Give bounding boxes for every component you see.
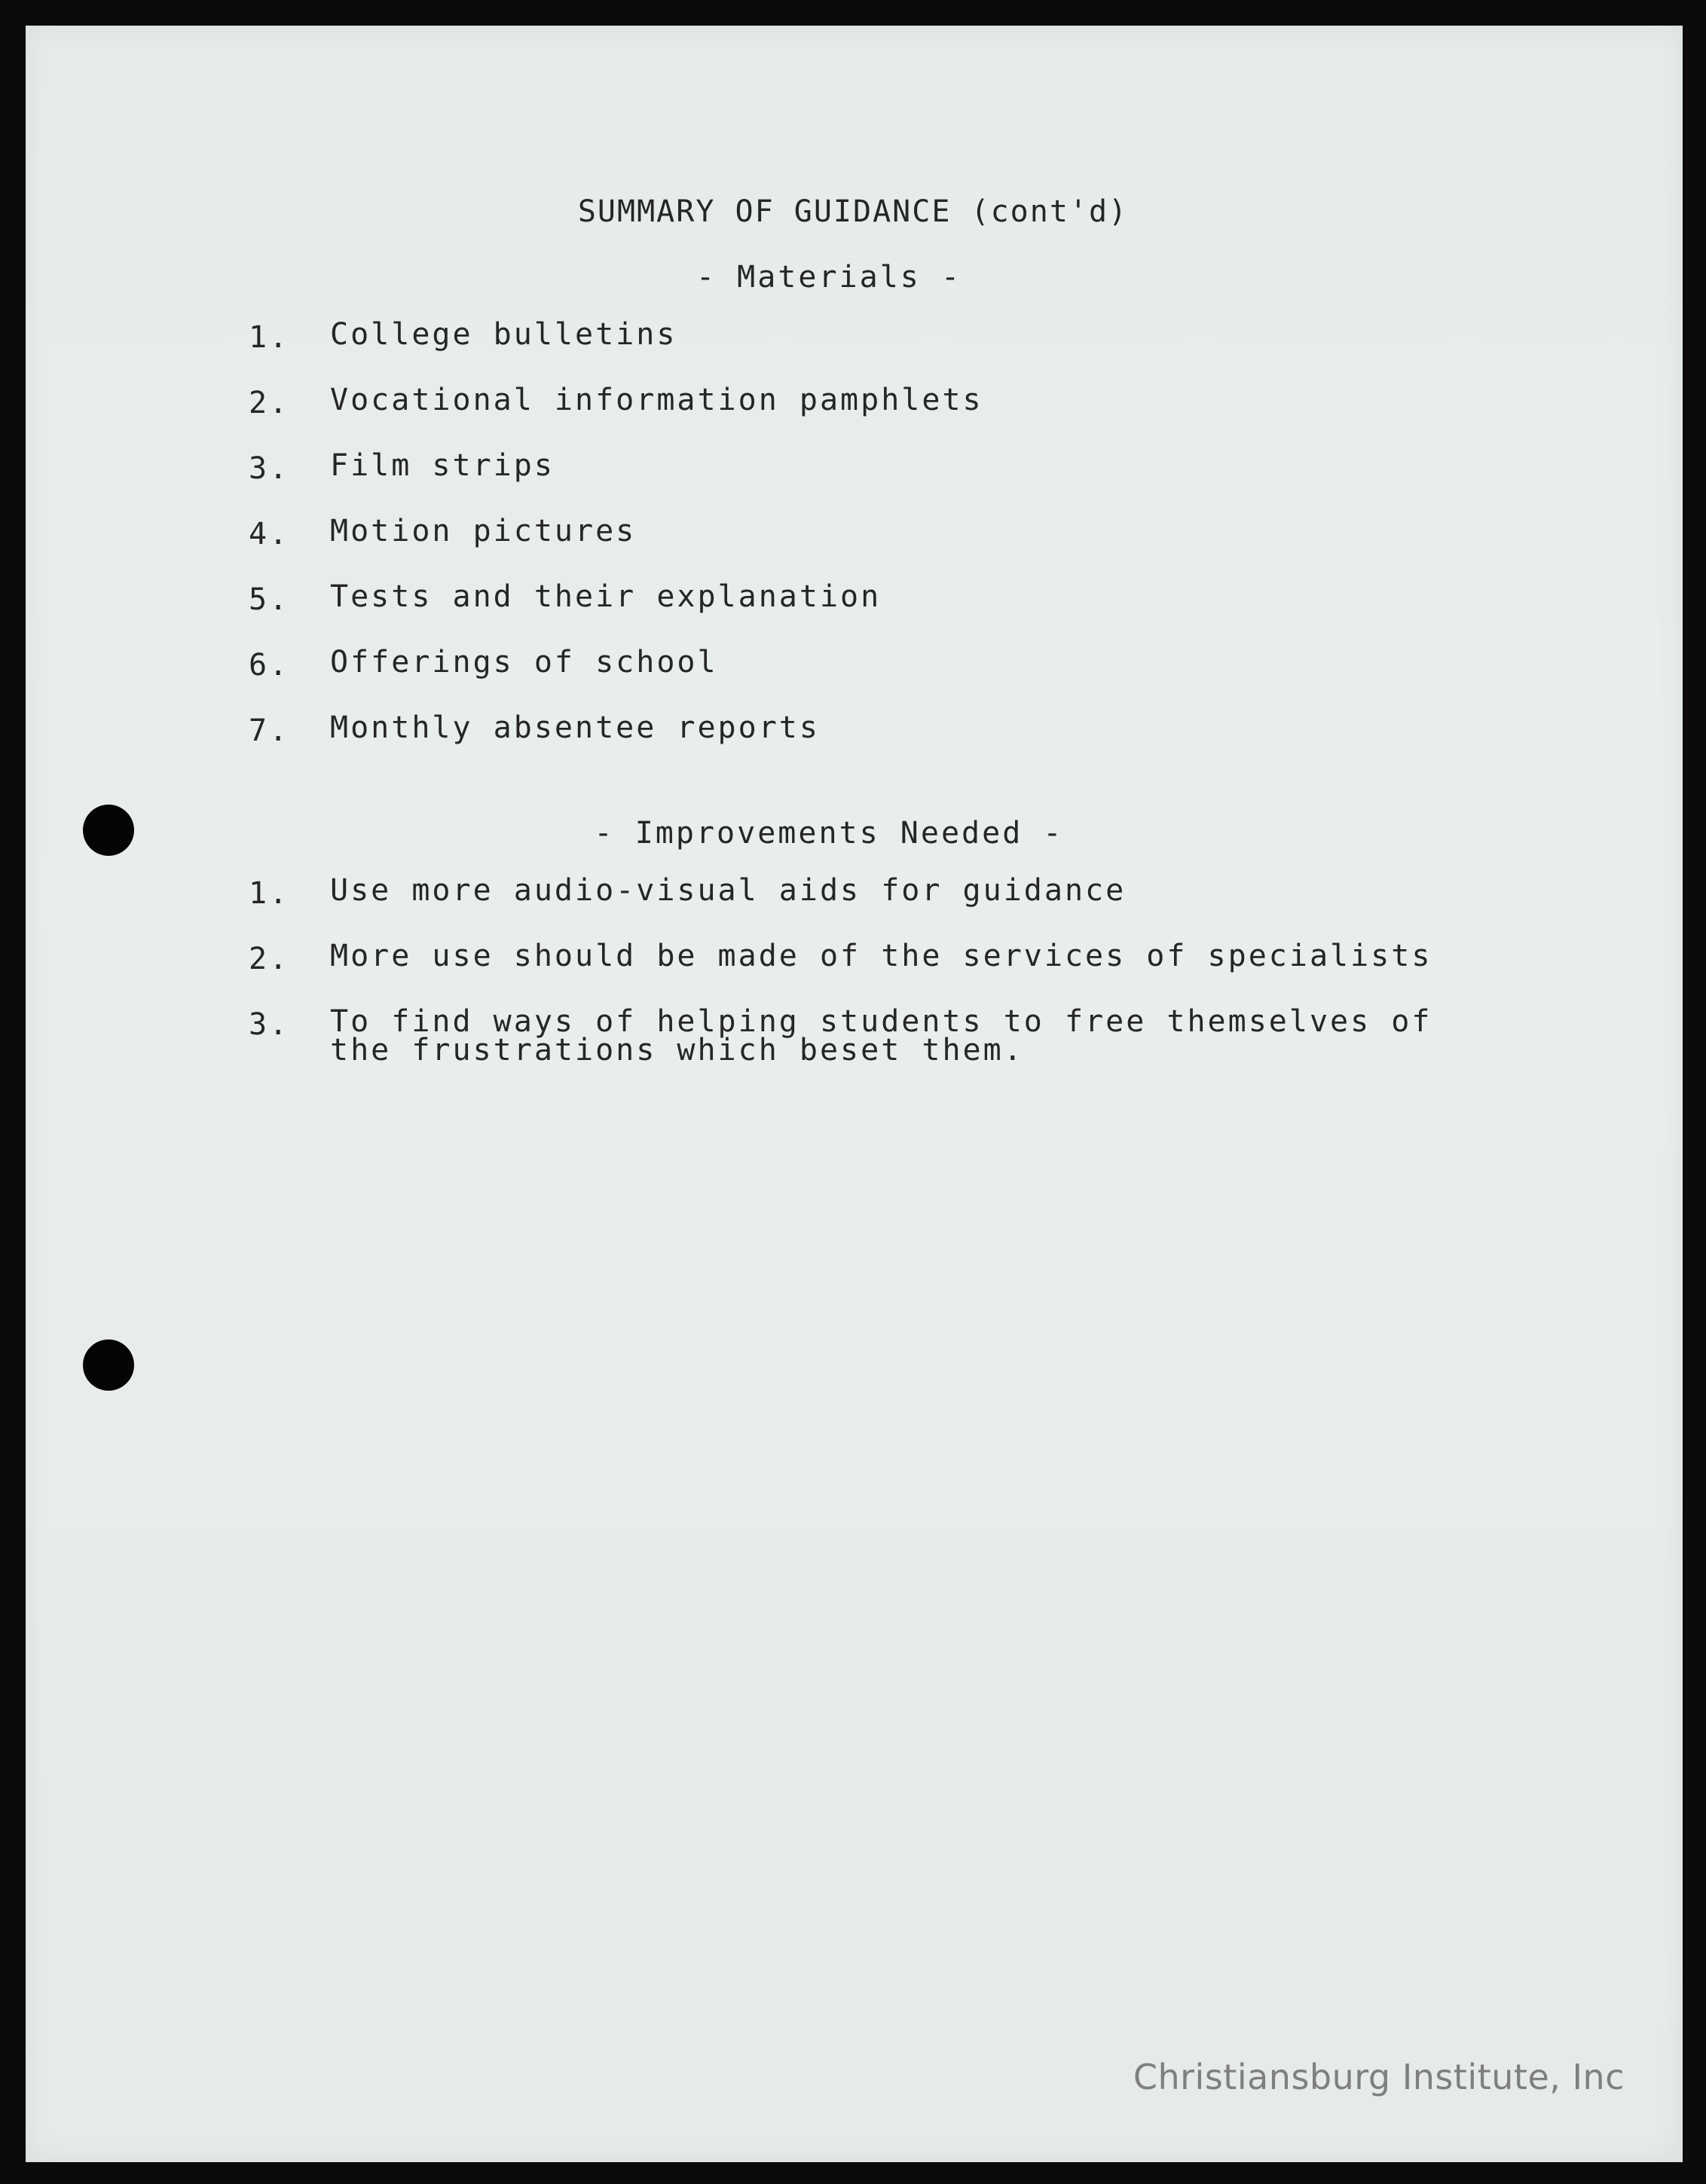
item-number: 6. — [249, 648, 290, 683]
item-text: Offerings of school — [330, 645, 718, 680]
materials-heading: - Materials - — [696, 260, 962, 295]
item-number: 3. — [249, 1007, 290, 1042]
item-text: College bulletins — [330, 317, 677, 352]
item-number: 4. — [249, 517, 290, 551]
item-text: Use more audio-visual aids for guidance — [330, 873, 1127, 908]
item-text: Film strips — [330, 448, 555, 483]
punch-hole-lower — [83, 1339, 134, 1391]
item-text: Motion pictures — [330, 514, 637, 548]
item-text: To find ways of helping students to free themselves of the frustrations which beset them. — [330, 1004, 1432, 1068]
improvements-heading: - Improvements Needed - — [594, 816, 1064, 851]
item-number: 2. — [249, 942, 290, 976]
item-text: Tests and their explanation — [330, 579, 882, 614]
item-number: 1. — [249, 320, 290, 355]
item-text: More use should be made of the services of specialists — [330, 939, 1432, 973]
item-number: 2. — [249, 386, 290, 420]
item-number: 1. — [249, 876, 290, 911]
item-text: Monthly absentee reports — [330, 710, 820, 745]
item-text: Vocational information pamphlets — [330, 383, 983, 417]
watermark-text: Christiansburg Institute, Inc — [1133, 2057, 1625, 2097]
item-number: 5. — [249, 582, 290, 617]
item-number: 3. — [249, 451, 290, 486]
item-number: 7. — [249, 713, 290, 748]
page-title: SUMMARY OF GUIDANCE (cont'd) — [577, 194, 1129, 229]
